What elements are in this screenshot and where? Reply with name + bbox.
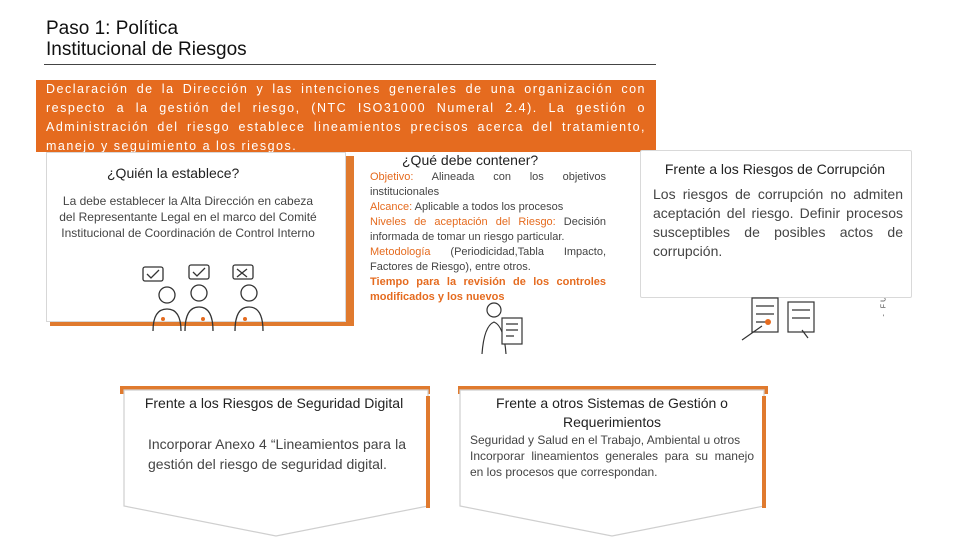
who-heading: ¿Quién la establece? [107,165,240,181]
digital-heading: Frente a los Riesgos de Seguridad Digital [144,395,404,411]
what-item-text: Aplicable a todos los procesos [414,201,564,213]
what-item-label: Alcance: [370,201,413,213]
title-divider [44,64,656,65]
systems-text [470,432,754,480]
systems-heading: Frente a otros Sistemas de Gestión o Requerimientos [496,395,728,430]
what-item-text: Decisión informada de tomar un riesgo particular. [370,216,606,243]
page-title [46,18,247,60]
what-panel [360,152,624,357]
what-item-label: Objetivo: [370,171,414,183]
title-line-2: Institucional de Riesgos [46,39,247,60]
what-heading: ¿Qué debe contener? [402,152,539,168]
corruption-text: Los riesgos de corrupción no admiten aceptación del riesgo. Definir procesos susceptibles de posibles actos de corrupción. [653,186,903,259]
person-document-icon [472,300,532,356]
corruption-panel [640,150,912,298]
declaration-banner: Declaración de la Dirección y las intenciones generales de una organización con respecto a la gestión del riesgo, (NTC ISO31000 Numeral 2.4). La gestión o Administración del riesgo establece lineamientos precisos acerca del tratamiento, manejo y seguimiento a los riesgos. [36,80,656,152]
what-item-text: Alineada con los objetivos institucionales [370,171,606,198]
digital-text: Incorporar Anexo 4 “Lineamientos para la gestión del riesgo de seguridad digital. [148,436,406,472]
what-item-text: (Periodicidad,Tabla Impacto, Factores de Riesgo), entre otros. [370,246,606,273]
what-item-label: Tiempo para la revisión de los controles modificados y los nuevos [370,276,606,303]
corruption-heading: Frente a los Riesgos de Corrupción [664,161,886,177]
title-line-1: Paso 1: Política [46,18,179,39]
what-item-label: Niveles de aceptación del Riesgo: [370,216,556,228]
systems-panel [460,388,764,528]
team-icon [137,263,297,333]
what-item-label: Metodología [370,246,431,258]
checklist-icon [738,292,828,348]
systems-text-line-1: Seguridad y Salud en el Trabajo, Ambiental u otros [470,433,741,447]
who-text: La debe establecer la Alta Dirección en cabeza del Representante Legal en el marco del Comité Institucional de Coordinación de Control Interno [59,194,317,240]
who-panel [46,152,346,322]
digital-panel [124,388,426,528]
what-list [370,170,606,305]
systems-text-line-2: Incorporar lineamientos generales para su manejo en los procesos que correspondan. [470,449,754,479]
